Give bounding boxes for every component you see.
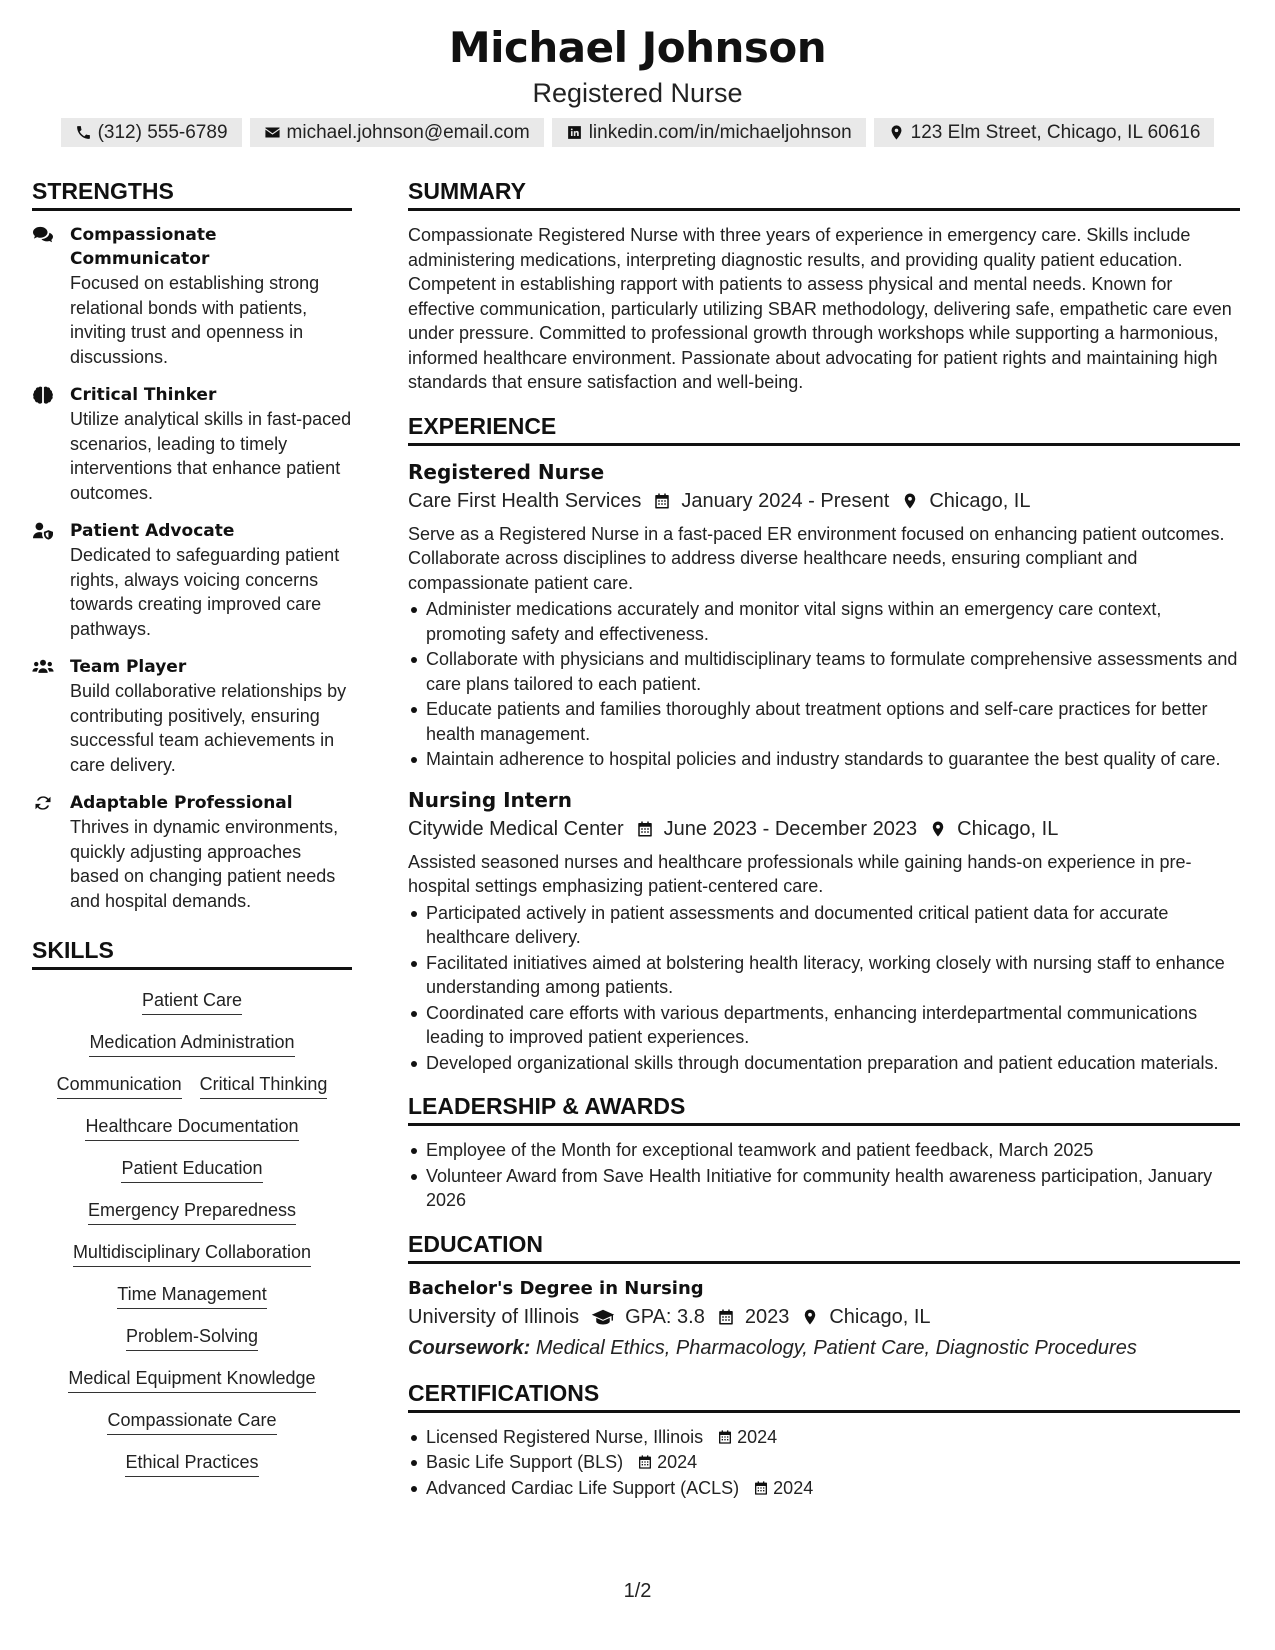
phone-icon: [75, 124, 92, 141]
coursework: [408, 1334, 1240, 1362]
contact-address[interactable]: [874, 118, 1215, 147]
strength-item: [32, 519, 352, 641]
contact-bar: [0, 118, 1275, 147]
calendar-icon: [637, 1454, 653, 1470]
job-bullet: Collaborate with physicians and multidisciplinary teams to formulate comprehensive assessments and care plans tailored to each patient.: [408, 647, 1240, 696]
skill-tag: Patient Education: [121, 1156, 262, 1183]
calendar-icon: [717, 1308, 735, 1326]
job-description: Serve as a Registered Nurse in a fast-paced ER environment focused on enhancing patient outcomes. Collaborate across disciplines to address diverse healthcare needs, ensuring compliant and compassionate patient care.: [408, 523, 1225, 593]
certification-name: Advanced Cardiac Life Support (ACLS): [426, 1477, 740, 1498]
calendar-icon: [717, 1429, 733, 1445]
strength-desc: Build collaborative relationships by contributing positively, ensuring successful team achievements in care delivery.: [70, 681, 347, 775]
skill-tag: Healthcare Documentation: [85, 1114, 298, 1141]
award-item: Volunteer Award from Save Health Initiative for community health awareness participation, January 2026: [408, 1164, 1240, 1213]
job-location: Chicago, IL: [957, 817, 1059, 840]
skill-tag: Patient Care: [142, 988, 242, 1015]
strength-desc: Utilize analytical skills in fast-paced scenarios, leading to timely interventions that enhance patient outcomes.: [70, 409, 352, 503]
strength-desc: Focused on establishing strong relational bonds with patients, inviting trust and openness in discussions.: [70, 273, 320, 367]
coursework-list: Medical Ethics, Pharmacology, Patient Care, Diagnostic Procedures: [535, 1336, 1137, 1359]
map-marker-icon: [929, 820, 947, 838]
strength-item: [32, 655, 352, 777]
strengths-heading: STRENGTHS: [32, 176, 352, 211]
strength-title: Team Player: [70, 657, 187, 677]
certification-item: [408, 1425, 1240, 1450]
certification-name: Licensed Registered Nurse, Illinois: [426, 1426, 704, 1447]
job-company: Citywide Medical Center: [408, 817, 624, 840]
candidate-role: Registered Nurse: [532, 78, 743, 108]
job-entry: [408, 458, 1240, 772]
address-text: 123 Elm Street, Chicago, IL 60616: [910, 121, 1201, 143]
coursework-label: Coursework:: [408, 1336, 531, 1359]
sync-icon: [32, 793, 54, 813]
education-meta: [408, 1302, 1240, 1332]
skill-tag: Medication Administration: [89, 1030, 294, 1057]
job-bullet: Administer medications accurately and monitor vital signs within an emergency care context, promoting safety and effectiveness.: [408, 597, 1240, 646]
strength-title: Adaptable Professional: [70, 793, 293, 813]
skill-tag: Time Management: [117, 1282, 266, 1309]
skill-tag: Multidisciplinary Collaboration: [73, 1240, 311, 1267]
strength-title: Compassionate Communicator: [70, 225, 217, 269]
certification-year: 2024: [773, 1477, 814, 1498]
skill-tag: Medical Equipment Knowledge: [68, 1366, 315, 1393]
left-column: [32, 176, 352, 1477]
job-title: Nursing Intern: [408, 787, 573, 812]
strength-desc: Thrives in dynamic environments, quickly adjusting approaches based on changing patient needs and hospital demands.: [70, 817, 339, 911]
certification-year: 2024: [657, 1452, 698, 1472]
job-bullets: [408, 597, 1240, 772]
brain-icon: [32, 385, 54, 405]
candidate-name: Michael Johnson: [448, 23, 827, 72]
job-bullet: Facilitated initiatives aimed at bolstering health literacy, working closely with nursing staff to enhance understanding among patients.: [408, 951, 1240, 1000]
degree-title: Bachelor's Degree in Nursing: [408, 1277, 704, 1299]
job-bullet: Coordinated care efforts with various departments, enhancing interdepartmental communications leading to improved patient experiences.: [408, 1001, 1240, 1050]
certifications-list: [408, 1425, 1240, 1501]
job-dates: January 2024 - Present: [681, 489, 890, 512]
summary-heading: SUMMARY: [408, 176, 1240, 211]
school-location: Chicago, IL: [829, 1305, 931, 1328]
job-meta: [408, 814, 1240, 844]
phone-text: (312) 555-6789: [97, 121, 228, 143]
contact-phone[interactable]: [61, 118, 242, 147]
leadership-list: [408, 1138, 1240, 1213]
envelope-icon: [264, 124, 281, 141]
graduation-year: 2023: [744, 1305, 790, 1328]
award-item: Employee of the Month for exceptional teamwork and patient feedback, March 2025: [408, 1138, 1240, 1163]
job-location: Chicago, IL: [929, 489, 1031, 512]
strength-item: [32, 791, 352, 913]
comments-icon: [32, 225, 54, 245]
user-shield-icon: [32, 521, 54, 541]
calendar-icon: [636, 820, 654, 838]
users-icon: [32, 657, 54, 677]
map-marker-icon: [801, 1308, 819, 1326]
summary-text: Compassionate Registered Nurse with three years of experience in emergency care. Skills include administering medications, interpreting diagnostic results, and providing quality patient education. Competent in establishing rapport with patients to assess physical and mental needs. Known for effective communication, particularly utilizing SBAR methodology, delivering safe, empathetic care even under pressure. Committed to professional growth through workshops while supporting a harmonious, informed healthcare environment. Passionate about advocating for patient rights and maintaining high standards that ensure satisfaction and well-being.: [408, 225, 1232, 392]
certification-name: Basic Life Support (BLS): [426, 1452, 624, 1472]
contact-email[interactable]: [250, 118, 544, 147]
certification-item: [408, 1450, 1240, 1475]
job-bullet: Educate patients and families thoroughly about treatment options and self-care practices for better health management.: [408, 697, 1240, 746]
leadership-heading: LEADERSHIP & AWARDS: [408, 1091, 1240, 1126]
linkedin-icon: [566, 124, 583, 141]
job-company: Care First Health Services: [408, 489, 642, 512]
skill-tag: Problem-Solving: [126, 1324, 258, 1351]
strength-desc: Dedicated to safeguarding patient rights, always voicing concerns towards creating improved care pathways.: [70, 545, 340, 639]
job-bullet: Participated actively in patient assessments and documented critical patient data for accurate healthcare delivery.: [408, 901, 1240, 950]
resume-header: [0, 20, 1275, 147]
strength-item: [32, 223, 352, 369]
page-number: 1/2: [623, 1580, 652, 1602]
certifications-heading: CERTIFICATIONS: [408, 1378, 1240, 1413]
strength-item: [32, 383, 352, 505]
job-meta: [408, 486, 1240, 516]
strength-title: Critical Thinker: [70, 385, 217, 405]
job-bullets: [408, 901, 1240, 1076]
email-text: michael.johnson@email.com: [286, 121, 530, 143]
skill-tag: Critical Thinking: [200, 1072, 328, 1099]
job-title: Registered Nurse: [408, 459, 605, 484]
certification-year: 2024: [737, 1426, 778, 1447]
skills-list: [32, 988, 352, 1477]
skill-tag: Compassionate Care: [107, 1408, 276, 1435]
education-heading: EDUCATION: [408, 1229, 1240, 1264]
calendar-icon: [753, 1480, 769, 1496]
job-description: Assisted seasoned nurses and healthcare professionals while gaining hands-on experience in pre-hospital settings emphasizing patient-centered care.: [408, 851, 1192, 896]
skill-tag: Communication: [57, 1072, 182, 1099]
experience-heading: EXPERIENCE: [408, 411, 1240, 446]
right-column: [408, 176, 1240, 1501]
job-entry: [408, 786, 1240, 1076]
linkedin-text: linkedin.com/in/michaeljohnson: [588, 121, 852, 143]
calendar-icon: [653, 492, 671, 510]
certification-item: [408, 1476, 1240, 1501]
gpa: GPA: 3.8: [625, 1305, 705, 1328]
map-marker-icon: [901, 492, 919, 510]
map-marker-icon: [888, 124, 905, 141]
graduation-cap-icon: [591, 1308, 615, 1326]
job-bullet: Developed organizational skills through documentation preparation and patient education materials.: [408, 1051, 1240, 1076]
job-dates: June 2023 - December 2023: [663, 817, 918, 840]
strength-title: Patient Advocate: [70, 521, 235, 541]
skills-heading: SKILLS: [32, 935, 352, 970]
school-name: University of Illinois: [408, 1305, 580, 1328]
skill-tag: Ethical Practices: [125, 1450, 258, 1477]
skill-tag: Emergency Preparedness: [88, 1198, 296, 1225]
contact-linkedin[interactable]: [552, 118, 866, 147]
job-bullet: Maintain adherence to hospital policies and industry standards to guarantee the best quality of care.: [408, 747, 1240, 772]
